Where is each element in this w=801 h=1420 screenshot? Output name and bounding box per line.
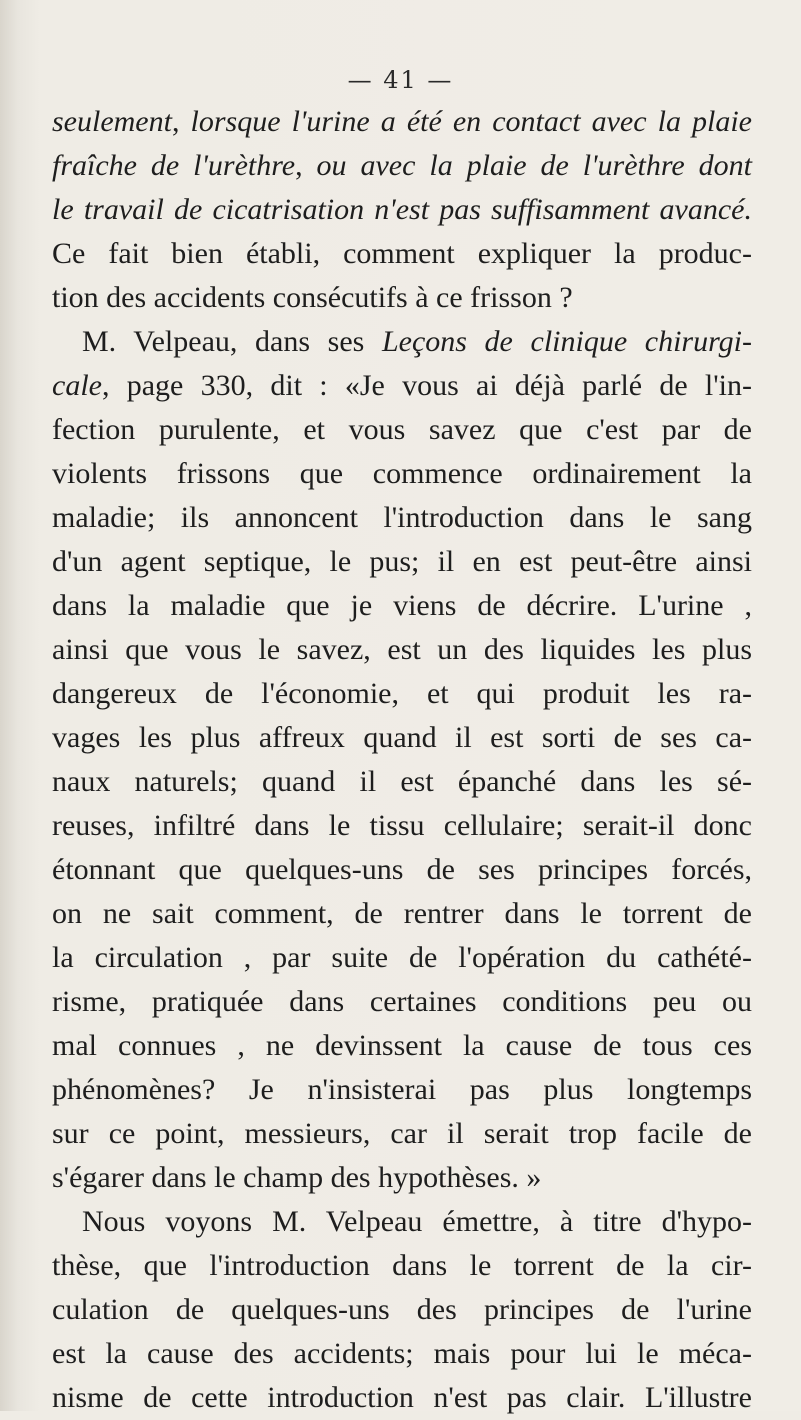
text-line [52, 760, 752, 804]
text-run: culation de quelques-uns des principes de l'urine [52, 1293, 752, 1326]
text-line [52, 496, 752, 540]
text-run: fection purulente, et vous savez que c'est par de [52, 413, 752, 446]
text-line [52, 584, 752, 628]
text-run: d'un agent septique, le pus; il en est peut-être ainsi [52, 545, 752, 578]
text-line [52, 1244, 752, 1288]
text-run: reuses, infiltré dans le tissu cellulaire; serait-il donc [52, 809, 752, 842]
body-text [52, 100, 752, 1420]
text-run: Ce fait bien établi, comment expliquer la produc- [52, 237, 752, 270]
text-line [52, 936, 752, 980]
text-line [52, 1112, 752, 1156]
italic-text: fraîche de l'urèthre [52, 149, 296, 182]
text-run: risme, pratiquée dans certaines conditions peu ou [52, 985, 752, 1018]
text-run: dans la maladie que je viens de décrire. L'urine , [52, 589, 752, 622]
text-run: naux naturels; quand il est épanché dans les sé- [52, 765, 752, 798]
text-run: thèse, que l'introduction dans le torrent de la cir- [52, 1249, 752, 1282]
text-line [52, 804, 752, 848]
text-line [52, 320, 752, 364]
text-line [52, 628, 752, 672]
text-run: M. Velpeau, dans ses [82, 325, 382, 358]
text-line [52, 144, 752, 188]
text-run: étonnant que quelques-uns de ses principes forcés, [52, 853, 752, 886]
text-line [52, 232, 752, 276]
text-run: s'égarer dans le champ des hypothèses. » [52, 1161, 542, 1194]
text-line [52, 100, 752, 144]
text-run: , page 330, dit : «Je vous ai déjà parlé de l'in- [101, 369, 752, 402]
text-run: ainsi que vous le savez, est un des liquides les plus [52, 633, 752, 666]
text-run: on ne sait comment, de rentrer dans le torrent de [52, 897, 752, 930]
text-line [52, 540, 752, 584]
italic-text: cale [52, 369, 102, 402]
italic-text: lorsque l'urine a été en contact avec la plaie [190, 105, 752, 138]
text-line [52, 1288, 752, 1332]
text-line [52, 1200, 752, 1244]
text-line [52, 452, 752, 496]
text-line [52, 1376, 752, 1420]
italic-text: ou avec la plaie de l'urèthre dont [316, 149, 753, 182]
text-line [52, 1332, 752, 1376]
text-line [52, 276, 752, 320]
text-run: , [295, 149, 317, 182]
text-run: phénomènes? Je n'insisterai pas plus longtemps [52, 1073, 752, 1106]
text-line [52, 716, 752, 760]
text-run: violents frissons que commence ordinairement la [52, 457, 752, 490]
text-line [52, 1068, 752, 1112]
text-line [52, 848, 752, 892]
text-line [52, 1024, 752, 1068]
text-run: maladie; ils annoncent l'introduction dans le sang [52, 501, 752, 534]
text-run: la circulation , par suite de l'opération du cathété- [52, 941, 752, 974]
text-run: sur ce point, messieurs, car il serait trop facile de [52, 1117, 752, 1150]
page-number: — 41 — [347, 66, 454, 94]
text-run: vages les plus affreux quand il est sorti de ses ca- [52, 721, 752, 754]
text-run: Nous voyons M. Velpeau émettre, à titre d'hypo- [82, 1205, 752, 1238]
text-line [52, 980, 752, 1024]
text-line [52, 1156, 752, 1200]
italic-text: Leçons de clinique chirurgi- [381, 325, 752, 358]
text-line [52, 364, 752, 408]
text-run: dangereux de l'économie, et qui produit les ra- [52, 677, 752, 710]
text-run: mal connues , ne devinssent la cause de tous ces [52, 1029, 752, 1062]
text-run: tion des accidents consécutifs à ce frisson ? [52, 281, 573, 314]
text-run: est la cause des accidents; mais pour lui le méca- [52, 1337, 752, 1370]
text-line [52, 672, 752, 716]
text-run: nisme de cette introduction n'est pas clair. L'illustre [52, 1381, 752, 1414]
text-line [52, 188, 752, 232]
text-line [52, 408, 752, 452]
italic-text: le travail de cicatrisation n'est pas suffisamment avancé. [52, 193, 752, 226]
text-line [52, 892, 752, 936]
italic-text: seulement [52, 105, 172, 138]
text-run: , [171, 105, 191, 138]
